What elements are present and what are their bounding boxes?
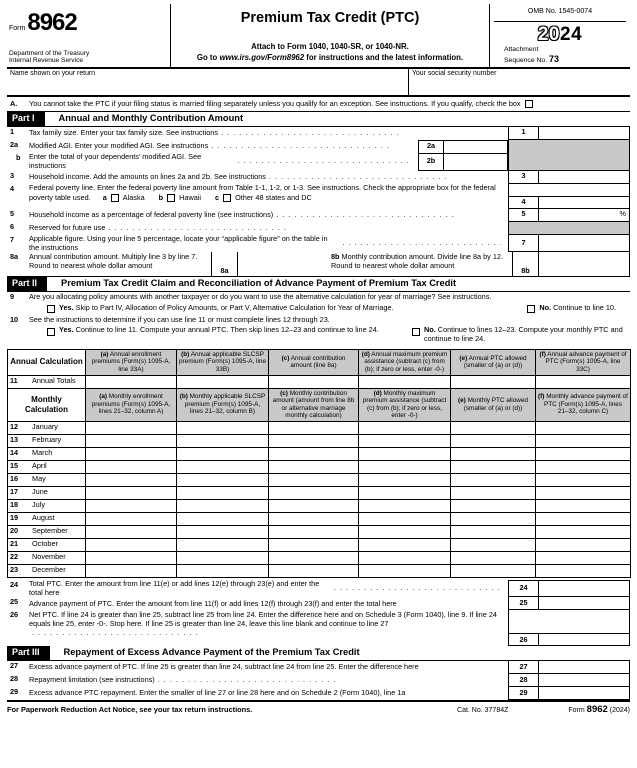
line-24-amount-box[interactable]: [538, 580, 630, 598]
month-cell[interactable]: [359, 538, 451, 551]
line-10-yes-checkbox[interactable]: [47, 328, 55, 336]
month-cell[interactable]: [177, 499, 269, 512]
line-9-row: [7, 292, 630, 315]
dot-leader: [342, 239, 501, 248]
form-number: 8962: [27, 9, 77, 36]
part1-title: Annual and Monthly Contribution Amount: [58, 112, 244, 123]
month-cell[interactable]: [177, 473, 269, 486]
month-cell[interactable]: [451, 525, 536, 538]
line-9-text: Are you allocating policy amounts with another taxpayer or do you want to use the alternative calculation for year of marriage? See instructions.: [29, 292, 492, 302]
agency-line2: Internal Revenue Service: [9, 57, 84, 65]
month-cell[interactable]: [359, 512, 451, 525]
line-8-row: [7, 252, 630, 277]
month-cell[interactable]: [86, 525, 177, 538]
month-cell[interactable]: [451, 551, 536, 564]
omb-number: OMB No. 1545-0074: [494, 6, 626, 22]
line-7-number: 7: [10, 234, 15, 244]
annual-totals-row: [8, 375, 631, 388]
month-cell[interactable]: [86, 499, 177, 512]
line-2b-box-label: 2b: [418, 153, 444, 171]
month-cell[interactable]: [451, 486, 536, 499]
line-2b-shaded-cell: [508, 153, 630, 171]
filing-exception-checkbox[interactable]: [525, 100, 533, 108]
annual-cell-d[interactable]: [359, 375, 451, 388]
month-cell[interactable]: [177, 421, 269, 434]
other-48-states-checkbox[interactable]: [223, 194, 231, 202]
monthly-col-e-header: (e) Monthly PTC allowed (smaller of (a) or (d)): [451, 388, 536, 421]
month-cell[interactable]: [359, 564, 451, 577]
line-8b-number: 8b: [331, 252, 340, 262]
agency-line1: Department of the Treasury: [9, 49, 90, 57]
month-cell[interactable]: [536, 551, 631, 564]
line-26-box-label: 26: [508, 633, 538, 646]
line-4-spacer: [508, 184, 630, 196]
part3-header: [7, 646, 630, 661]
line-8a-text: Annual contribution amount. Multiply line 3 by line 7. Round to nearest whole dollar amount: [29, 252, 198, 271]
month-cell[interactable]: [269, 460, 359, 473]
line-2a-box-label: 2a: [418, 140, 444, 153]
line-5-amount-box[interactable]: [538, 209, 630, 222]
option-c-label: Other 48 states and DC: [235, 192, 312, 202]
month-cell[interactable]: [359, 473, 451, 486]
part3-label: Part III: [7, 646, 50, 660]
month-cell[interactable]: [451, 538, 536, 551]
line-8b-text: Monthly contribution amount. Divide line 8a by 12. Round to nearest whole dollar amount: [331, 252, 503, 271]
dot-leader: [334, 584, 501, 593]
line-8b-box-label: 8b: [512, 252, 538, 276]
line-24-box-label: 24: [508, 580, 538, 598]
annual-col-f-header: (f) Annual advance payment of PTC (Form(s) 1095-A, line 33C): [536, 349, 631, 375]
month-cell[interactable]: [536, 486, 631, 499]
annual-col-c-header: (c) Annual contribution amount (line 8a): [269, 349, 359, 375]
line-2b-row: [7, 153, 630, 171]
table-row-may: 16 May: [8, 473, 631, 486]
line-7-amount-box[interactable]: [538, 235, 630, 253]
line-8a-number: 8a: [10, 252, 19, 262]
monthly-header-row: [8, 388, 631, 421]
monthly-calculation-label: Monthly Calculation: [8, 388, 86, 421]
monthly-col-c-header: (c) Monthly contribution amount (amount from line 8b or alternative marriage monthly calculation): [269, 388, 359, 421]
line-24-text: Total PTC. Enter the amount from line 11(e) or add lines 12(e) through 23(e) and enter the total here: [29, 578, 320, 597]
line-a-text: You cannot take the PTC if your filing status is married filing separately unless you qualify for an exception. See instructions. If you qualify, check the box: [29, 99, 521, 109]
month-cell[interactable]: [177, 434, 269, 447]
month-cell[interactable]: [359, 447, 451, 460]
dot-leader: [221, 129, 501, 138]
month-cell[interactable]: [269, 421, 359, 434]
page-title: Premium Tax Credit (PTC): [240, 10, 420, 26]
month-cell[interactable]: [359, 525, 451, 538]
line-27-box-label: 27: [508, 661, 538, 674]
line-6-shaded-cell: [508, 222, 630, 235]
line-29-text: Excess advance PTC repayment. Enter the smaller of line 27 or line 28 here and on Schedule 2 (Form 1040), line 1a: [29, 688, 406, 698]
line-10-no-checkbox[interactable]: [412, 328, 420, 336]
irs-url: www.irs.gov/Form8962: [219, 52, 305, 62]
month-cell[interactable]: [359, 421, 451, 434]
month-cell[interactable]: [177, 486, 269, 499]
attach-instruction: Attach to Form 1040, 1040-SR, or 1040-NR.: [251, 42, 409, 52]
line-1-row: [7, 127, 630, 140]
annual-cell-e[interactable]: [451, 375, 536, 388]
line-29-amount-box[interactable]: [538, 687, 630, 700]
line-7-text: Applicable figure. Using your line 5 percentage, locate your “applicable figure” on the table in the instructions: [29, 233, 328, 252]
line-9-yes-text: Skip to Part IV, Allocation of Policy Amounts, or Part V, Alternative Calculation for Year of Marriage.: [75, 303, 394, 313]
line-6-row: [7, 222, 630, 235]
line-2a-number: 2a: [10, 139, 19, 149]
month-cell[interactable]: [359, 460, 451, 473]
option-b-label: Hawaii: [179, 192, 202, 202]
month-cell[interactable]: [86, 460, 177, 473]
month-cell[interactable]: [86, 421, 177, 434]
line-24-number: 24: [10, 579, 19, 589]
dot-leader: [237, 157, 411, 166]
line-4-number: 4: [10, 183, 15, 193]
line-26-text: Net PTC. If line 24 is greater than line 25, subtract line 25 from line 24. Enter the difference here and on Schedule 3 (Form 1040), line 9. If line 24 equals line 25, enter -0-. Stop here. If line 25 is greater than line 24, leave this line blank and continue to line 27: [29, 610, 497, 629]
tax-year: 2024: [537, 23, 583, 45]
annual-col-e-header: (e) Annual PTC allowed (smaller of (a) or (d)): [451, 349, 536, 375]
month-cell[interactable]: [359, 551, 451, 564]
line-25-box-label: 25: [508, 597, 538, 610]
month-cell[interactable]: [269, 525, 359, 538]
month-cell[interactable]: [536, 421, 631, 434]
table-row-april: 15 April: [8, 460, 631, 473]
month-cell[interactable]: [451, 473, 536, 486]
table-row-august: 19 August: [8, 512, 631, 525]
month-cell[interactable]: [451, 564, 536, 577]
line-2b-number: b: [16, 152, 21, 162]
month-cell[interactable]: [359, 486, 451, 499]
table-row-october: 21 October: [8, 538, 631, 551]
line-9-no-label: No.: [539, 303, 552, 313]
line-27-number: 27: [10, 661, 19, 671]
table-row-june: 17 June: [8, 486, 631, 499]
month-cell[interactable]: [451, 447, 536, 460]
option-b-letter: b: [158, 192, 164, 202]
part3-title: Repayment of Excess Advance Payment of the Premium Tax Credit: [63, 647, 360, 658]
part2-label: Part II: [7, 277, 47, 291]
annual-calculation-label: Annual Calculation: [8, 349, 86, 375]
line-2a-amount-box[interactable]: [444, 140, 508, 153]
line-8b-amount-box[interactable]: [538, 252, 630, 276]
line-9-no-checkbox[interactable]: [527, 305, 535, 313]
month-cell[interactable]: [451, 434, 536, 447]
month-cell[interactable]: [269, 551, 359, 564]
line-29-number: 29: [10, 687, 19, 697]
line-2b-text: Enter the total of your dependents’ modified AGI. See instructions: [29, 151, 202, 170]
table-row-january: 12 January: [8, 421, 631, 434]
line-10-no-label: No.: [424, 325, 436, 335]
line-25-text: Advance payment of PTC. Enter the amount from line 11(f) or add lines 12(f) through 23(f) and enter the total here: [29, 598, 397, 608]
dot-leader: [276, 211, 501, 220]
line-4-text: Federal poverty line. Enter the federal poverty line amount from Table 1-1, 1-2, or 1-3. See instructions. Check the appropriate box for the federal poverty table used.: [29, 182, 496, 202]
dot-leader: [32, 629, 202, 638]
table-row-november: 22 November: [8, 551, 631, 564]
line-a-row: [7, 97, 630, 111]
line-24-row: [7, 580, 630, 598]
month-cell[interactable]: [177, 538, 269, 551]
month-cell[interactable]: [86, 434, 177, 447]
month-cell[interactable]: [86, 447, 177, 460]
annual-col-a-header: (a) Annual enrollment premiums (Form(s) 1095-A, line 33A): [86, 349, 177, 375]
sequence-number: 73: [548, 53, 559, 64]
month-cell[interactable]: [86, 512, 177, 525]
part1-header: [7, 111, 630, 127]
line-8a-box-label: 8a: [211, 252, 237, 276]
line-2a-text: Modified AGI. Enter your modified AGI. See instructions: [29, 140, 209, 150]
table-row-february: 13 February: [8, 434, 631, 447]
monthly-col-a-header: (a) Monthly enrollment premiums (Form(s) 1095-A, lines 21–32, column A): [86, 388, 177, 421]
line-2a-row: [7, 140, 630, 153]
month-cell[interactable]: [86, 538, 177, 551]
month-cell[interactable]: [177, 460, 269, 473]
dot-leader: [269, 173, 501, 182]
month-cell[interactable]: [269, 499, 359, 512]
percent-sign: %: [619, 209, 626, 219]
line-9-no-text: Continue to line 10.: [553, 303, 616, 313]
monthly-col-b-header: (b) Monthly applicable SLCSP premium (Form(s) 1095-A, lines 21–32, column B): [177, 388, 269, 421]
catalog-number: Cat. No. 37784Z: [457, 707, 509, 715]
line-27-amount-box[interactable]: [538, 661, 630, 674]
ptc-calculation-table: [7, 349, 631, 578]
annual-cell-b[interactable]: [177, 375, 269, 388]
month-cell[interactable]: [536, 564, 631, 577]
month-cell[interactable]: [177, 564, 269, 577]
monthly-col-f-header: (f) Monthly advance payment of PTC (Form(s) 1095-A, lines 21–32, column C): [536, 388, 631, 421]
line-2b-amount-box[interactable]: [444, 153, 508, 171]
month-cell[interactable]: [451, 460, 536, 473]
month-cell[interactable]: [269, 434, 359, 447]
ssn-label: Your social security number: [412, 70, 497, 78]
annual-cell-a[interactable]: [86, 375, 177, 388]
line-9-yes-label: Yes.: [59, 303, 74, 313]
form-footer-id: Form 8962 (2024): [568, 704, 630, 716]
month-cell[interactable]: [536, 447, 631, 460]
line-1-amount-box[interactable]: [538, 127, 630, 140]
month-cell[interactable]: [359, 434, 451, 447]
month-cell[interactable]: [177, 551, 269, 564]
name-field[interactable]: [7, 69, 408, 95]
month-cell[interactable]: [536, 460, 631, 473]
line-4-amount-box[interactable]: [538, 196, 630, 209]
line-25-number: 25: [10, 597, 19, 607]
month-cell[interactable]: [177, 525, 269, 538]
part2-header: [7, 277, 630, 292]
form-title-block: [170, 4, 490, 67]
dot-leader: [108, 224, 501, 233]
annual-header-row: [8, 349, 631, 375]
line-8a-amount-box[interactable]: [237, 252, 325, 276]
line-25-row: [7, 597, 630, 610]
line-10-yes-label: Yes.: [59, 325, 74, 335]
line-10-yes-text: Continue to line 11. Compute your annual PTC. Then skip lines 12–23 and continue to line 24.: [75, 325, 379, 335]
part2-title: Premium Tax Credit Claim and Reconciliation of Advance Payment of Premium Tax Credit: [61, 278, 457, 289]
month-cell[interactable]: [86, 486, 177, 499]
option-a-letter: a: [102, 192, 107, 202]
form-number-block: [7, 4, 170, 67]
month-cell[interactable]: [536, 434, 631, 447]
line-29-row: [7, 687, 630, 700]
line-26-spacer: [508, 610, 630, 633]
annual-col-d-header: (d) Annual maximum premium assistance (subtract (c) from (b); if zero or less, enter -0-): [359, 349, 451, 375]
omb-block: [490, 4, 630, 67]
hawaii-checkbox[interactable]: [167, 194, 175, 202]
line-26-amount-box[interactable]: [538, 633, 630, 646]
month-cell[interactable]: [177, 447, 269, 460]
line-28-number: 28: [10, 674, 19, 684]
monthly-col-d-header: (d) Monthly maximum premium assistance (subtract (c) from (b); if zero or less, enter -0-): [359, 388, 451, 421]
month-cell[interactable]: [86, 551, 177, 564]
attachment-sequence: Attachment Sequence No. 73: [504, 45, 559, 64]
form-footer: [7, 700, 630, 716]
goto-instruction: Go to www.irs.gov/Form8962 for instructions and the latest information.: [196, 52, 464, 62]
line-7-row: [7, 235, 630, 253]
agency-block: [9, 50, 168, 65]
line-10-row: [7, 315, 630, 347]
month-cell[interactable]: [451, 499, 536, 512]
line-27-text: Excess advance payment of PTC. If line 25 is greater than line 24, subtract line 24 from line 25. Enter the difference here: [29, 662, 419, 672]
line-9-yes-checkbox[interactable]: [47, 305, 55, 313]
ssn-field[interactable]: [408, 69, 630, 95]
poverty-table-options: [93, 194, 312, 203]
month-cell[interactable]: [451, 421, 536, 434]
line-2a-shaded-cell: [508, 140, 630, 153]
table-row-december: 23 December: [8, 564, 631, 577]
alaska-checkbox[interactable]: [111, 194, 119, 202]
line-a-number: A.: [10, 99, 18, 109]
option-c-letter: c: [215, 192, 220, 202]
line-5-box-label: 5: [508, 209, 538, 222]
name-label: Name shown on your return: [10, 70, 96, 78]
form-word: Form: [9, 25, 26, 32]
line-3-number: 3: [10, 170, 15, 180]
option-a-label: Alaska: [122, 192, 145, 202]
paperwork-notice: For Paperwork Reduction Act Notice, see your tax return instructions.: [7, 705, 253, 715]
line-28-row: [7, 674, 630, 687]
month-cell[interactable]: [269, 564, 359, 577]
table-row-july: 18 July: [8, 499, 631, 512]
line-28-amount-box[interactable]: [538, 674, 630, 687]
line-10-number: 10: [10, 315, 19, 325]
line-6-number: 6: [10, 221, 15, 231]
line-1-number: 1: [10, 126, 15, 136]
line-3-box-label: 3: [508, 171, 538, 184]
month-cell[interactable]: [451, 512, 536, 525]
month-cell[interactable]: [269, 512, 359, 525]
month-cell[interactable]: [536, 538, 631, 551]
line-27-row: [7, 661, 630, 674]
line-5-text: Household income as a percentage of federal poverty line (see instructions): [29, 209, 274, 219]
annual-col-b-header: (b) Annual applicable SLCSP premium (Form(s) 1095-A, line 33B): [177, 349, 269, 375]
month-cell[interactable]: [269, 447, 359, 460]
line-29-box-label: 29: [508, 687, 538, 700]
line-1-box-label: 1: [508, 127, 538, 140]
table-row-march: 14 March: [8, 447, 631, 460]
part1-label: Part I: [7, 112, 45, 126]
line-4-box-label: 4: [508, 196, 538, 209]
table-row-september: 20 September: [8, 525, 631, 538]
month-cell[interactable]: [269, 473, 359, 486]
month-cell[interactable]: [177, 512, 269, 525]
month-cell[interactable]: [269, 486, 359, 499]
line-28-text: Repayment limitation (see instructions): [29, 675, 155, 685]
line-5-row: [7, 209, 630, 222]
month-cell[interactable]: [536, 512, 631, 525]
identity-row: [7, 69, 630, 97]
month-cell[interactable]: [536, 473, 631, 486]
line-3-text: Household income. Add the amounts on lines 2a and 2b. See instructions: [29, 171, 266, 181]
dot-leader: [158, 676, 501, 685]
line-10-text: See the instructions to determine if you can use line 11 or must complete lines 12 through 23.: [29, 315, 330, 325]
line-11-number: 11: [10, 376, 18, 386]
line-5-number: 5: [10, 208, 15, 218]
month-cell[interactable]: [536, 499, 631, 512]
month-cell[interactable]: [86, 473, 177, 486]
line-28-box-label: 28: [508, 674, 538, 687]
line-1-text: Tax family size. Enter your tax family size. See instructions: [29, 127, 218, 137]
line-25-amount-box[interactable]: [538, 597, 630, 610]
dot-leader: [211, 142, 411, 151]
line-9-number: 9: [10, 292, 15, 302]
month-cell[interactable]: [86, 564, 177, 577]
line-3-amount-box[interactable]: [538, 171, 630, 184]
line-11-label: Annual Totals: [32, 376, 76, 386]
line-4-row: [7, 184, 630, 209]
line-6-text: Reserved for future use: [29, 222, 106, 232]
month-cell[interactable]: [536, 525, 631, 538]
line-10-no-text: Continue to lines 12–23. Compute your monthly PTC and continue to line 24.: [424, 325, 623, 343]
form-header: [7, 4, 630, 69]
month-cell[interactable]: [359, 499, 451, 512]
line-7-box-label: 7: [508, 235, 538, 253]
month-cell[interactable]: [269, 538, 359, 551]
line-26-row: [7, 610, 630, 646]
annual-cell-f[interactable]: [536, 375, 631, 388]
annual-cell-c[interactable]: [269, 375, 359, 388]
line-26-number: 26: [10, 610, 19, 620]
